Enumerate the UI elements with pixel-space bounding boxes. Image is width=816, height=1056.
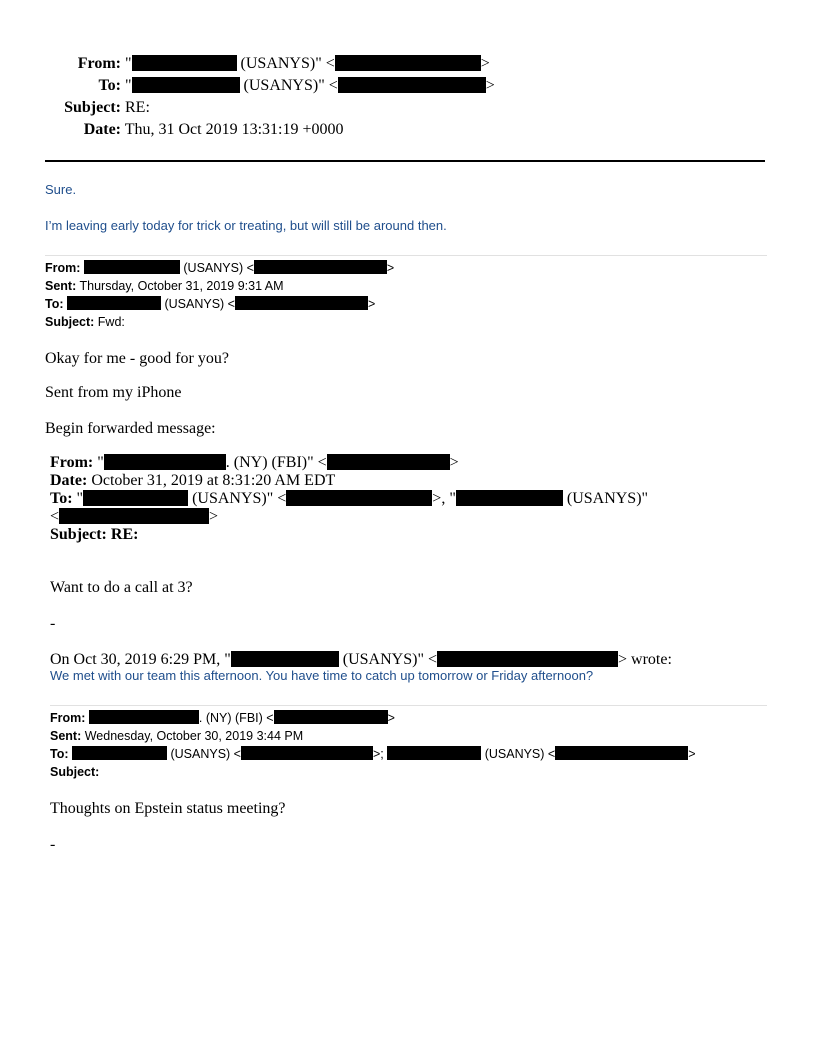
fwd-on-prefix: On Oct 30, 2019 6:29 PM, " <box>50 651 231 668</box>
msg3-to-org-1: (USANYS) < <box>167 747 241 761</box>
header-subject-label: Subject: <box>64 99 121 116</box>
redaction-block <box>555 746 688 760</box>
redaction-block <box>286 490 432 506</box>
redaction-block <box>67 296 161 310</box>
fwd-from-org: . (NY) (FBI)" < <box>225 454 327 471</box>
fwd-to-line2-end: > <box>209 508 219 525</box>
msg2-to-end: > <box>367 297 376 311</box>
message-divider <box>45 255 767 256</box>
redaction-block <box>84 260 180 274</box>
redaction-block <box>231 651 339 667</box>
msg3-subject-row <box>50 763 99 781</box>
msg3-from-row <box>50 709 395 727</box>
redaction-block <box>132 77 240 93</box>
fwd-to-row <box>50 490 648 508</box>
msg3-sent-row <box>50 727 303 745</box>
msg3-to-row <box>50 745 696 763</box>
msg2-sent-value: Thursday, October 31, 2019 9:31 AM <box>76 279 284 293</box>
fwd-from-row <box>50 454 459 472</box>
fwd-on-wrote-row <box>50 651 672 669</box>
redaction-block <box>89 710 199 724</box>
msg3-from-label: From: <box>50 711 86 725</box>
redaction-block <box>83 490 188 506</box>
msg3-from-end: > <box>387 711 395 725</box>
msg2-to-org: (USANYS) < <box>161 297 235 311</box>
msg3-sent-label: Sent: <box>50 729 82 743</box>
msg3-to-label: To: <box>50 747 69 761</box>
redaction-block <box>335 55 481 71</box>
msg2-subject-row <box>45 313 125 331</box>
msg3-to-separator: >; <box>372 747 388 761</box>
header-subject-value: RE: <box>125 99 150 116</box>
msg3-from-org: . (NY) (FBI) < <box>198 711 274 725</box>
header-from-label: From: <box>77 55 121 72</box>
redaction-block <box>132 55 237 71</box>
header-from-quote: " <box>125 55 132 72</box>
message-divider <box>50 705 767 706</box>
header-divider <box>45 160 765 162</box>
fwd-to-org-1: (USANYS)" < <box>188 490 287 507</box>
redaction-block <box>327 454 450 470</box>
msg2-to-label: To: <box>45 297 64 311</box>
fwd-on-suffix: > wrote: <box>618 651 672 668</box>
redaction-block <box>59 508 209 524</box>
reply-line-1: Sure. <box>45 182 77 197</box>
msg2-from-label: From: <box>45 261 81 275</box>
msg2-body-2: Sent from my iPhone <box>45 384 182 401</box>
redaction-block <box>274 710 388 724</box>
msg3-to-org-2: (USANYS) < <box>481 747 556 761</box>
msg2-from-end: > <box>386 261 395 275</box>
msg2-from-org: (USANYS) < <box>179 261 254 275</box>
redaction-block <box>254 260 387 274</box>
msg3-body-1: Thoughts on Epstein status meeting? <box>50 800 286 817</box>
header-to-end: > <box>485 77 495 94</box>
fwd-body-1: Want to do a call at 3? <box>50 579 193 596</box>
fwd-subject-row <box>50 526 138 544</box>
msg3-sent-value: Wednesday, October 30, 2019 3:44 PM <box>81 729 304 743</box>
header-to-org: (USANYS)" < <box>239 77 338 94</box>
fwd-to-quote: " <box>72 490 84 507</box>
fwd-date-label: Date: <box>50 472 88 489</box>
fwd-from-quote: " <box>93 454 104 471</box>
header-to-quote: " <box>125 77 132 94</box>
fwd-to-line2-start: < <box>50 508 60 525</box>
fwd-subject-value: RE: <box>106 526 139 543</box>
header-from-end: > <box>480 55 490 72</box>
header-from-org: (USANYS)" < <box>236 55 335 72</box>
redaction-block <box>241 746 373 760</box>
fwd-from-end: > <box>449 454 459 471</box>
msg3-dash: - <box>50 836 56 853</box>
header-subject-row <box>0 97 150 119</box>
msg2-body-1: Okay for me - good for you? <box>45 350 229 367</box>
msg2-sent-row <box>45 277 284 295</box>
fwd-dash: - <box>50 615 56 632</box>
redaction-block <box>72 746 167 760</box>
redaction-block <box>235 296 368 310</box>
msg2-from-row <box>45 259 394 277</box>
msg3-to-end: > <box>688 747 696 761</box>
header-from-row <box>0 53 490 75</box>
fwd-date-value: October 31, 2019 at 8:31:20 AM EDT <box>87 472 336 489</box>
fwd-to-row-2 <box>50 508 218 526</box>
fwd-quoted-text: We met with our team this afternoon. You have time to catch up tomorrow or Friday afternoon? <box>50 668 594 683</box>
fwd-on-org: (USANYS)" < <box>338 651 437 668</box>
header-date-value: Thu, 31 Oct 2019 13:31:19 +0000 <box>124 121 344 138</box>
fwd-date-row <box>50 472 335 490</box>
msg2-subject-value: Fwd: <box>94 315 125 329</box>
msg2-sent-label: Sent: <box>45 279 77 293</box>
msg3-subject-label: Subject: <box>50 765 100 779</box>
header-to-row <box>0 75 495 97</box>
header-date-row <box>0 119 344 141</box>
redaction-block <box>437 651 618 667</box>
fwd-to-separator: >, " <box>432 490 456 507</box>
redaction-block <box>104 454 226 470</box>
header-to-label: To: <box>98 77 121 94</box>
reply-line-2: I’m leaving early today for trick or treating, but will still be around then. <box>45 218 447 233</box>
fwd-to-org-2: (USANYS)" <box>562 490 649 507</box>
header-date-label: Date: <box>83 121 121 138</box>
msg2-subject-label: Subject: <box>45 315 95 329</box>
msg2-body-3: Begin forwarded message: <box>45 420 216 437</box>
fwd-subject-label: Subject: <box>50 526 107 543</box>
fwd-to-label: To: <box>50 490 73 507</box>
redaction-block <box>338 77 486 93</box>
redaction-block <box>387 746 481 760</box>
msg2-to-row <box>45 295 375 313</box>
redaction-block <box>456 490 563 506</box>
fwd-from-label: From: <box>50 454 94 471</box>
